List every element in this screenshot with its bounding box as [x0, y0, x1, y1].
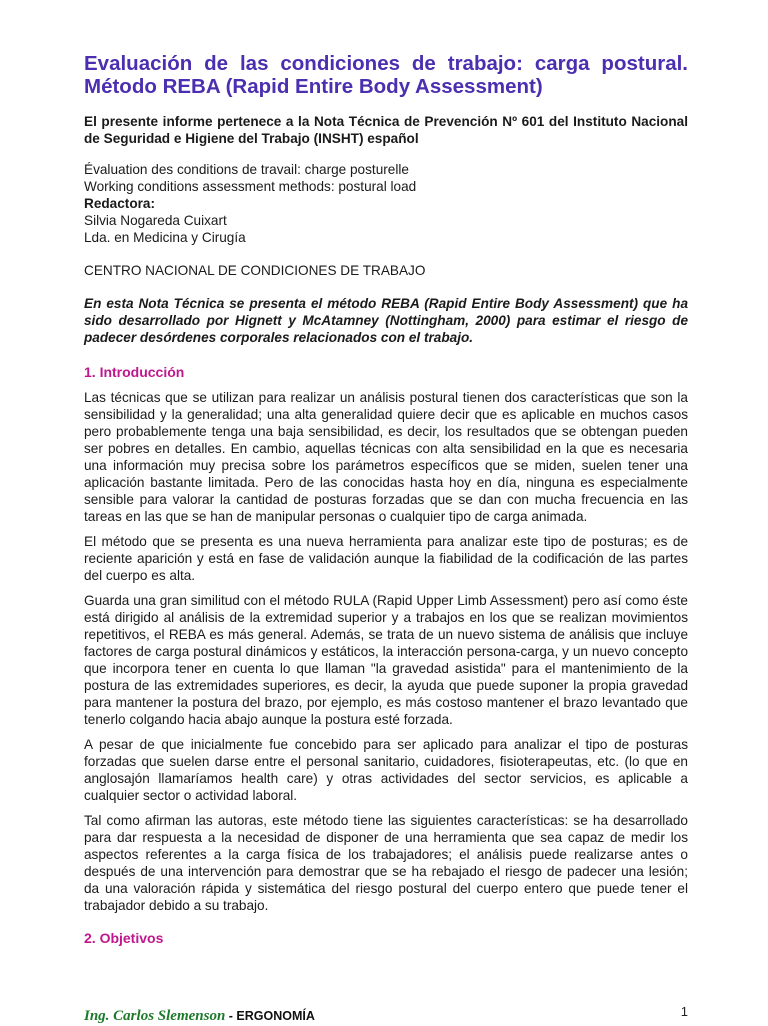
title-line-1: Evaluación de las condiciones de trabajo: carga postural. [84, 52, 688, 75]
metadata-block [84, 161, 688, 246]
author-degree: Lda. en Medicina y Cirugía [84, 230, 246, 245]
paragraph: Tal como afirman las autoras, este método tiene las siguientes características: se ha desarrollado para dar respuesta a la necesidad de disponer de una herramienta que sea capaz de medir los aspectos referentes a la carga física de los trabajadores; el análisis puede realizarse antes o después de una intervención para demostrar que se ha rebajado el riesgo de padecer una lesión; da una valoración rápida y sistemática del riesgo postural del cuerpo entero que puede tener el trabajador debido a su trabajo. [84, 813, 688, 913]
paragraph: Guarda una gran similitud con el método RULA (Rapid Upper Limb Assessment) pero así como éste está dirigido al análisis de la extremidad superior y a trabajos en los que se realizan movimientos repetitivos, el REBA es más general. Además, se trata de un nuevo sistema de análisis que incluye factores de carga postural dinámicos y estáticos, la interacción persona-carga, y un nuevo concepto que incorpora tener en cuenta lo que llaman "la gravedad asistida" para el mantenimiento de la postura de las extremidades superiores, es decir, la ayuda que puede suponer la propia gravedad para mantener la postura del brazo, por ejemplo, es más costoso mantener el brazo levantado que tenerlo colgando hacia abajo aunque la postura esté forzada. [84, 593, 688, 727]
abstract: En esta Nota Técnica se presenta el método REBA (Rapid Entire Body Assessment) que ha sido desarrollado por Hignett y McAtamney (Nottingham, 2000) para estimar el riesgo de padecer desórdenes corporales relacionados con el trabajo. [84, 296, 688, 345]
paragraph: El método que se presenta es una nueva herramienta para analizar este tipo de posturas; es de reciente aparición y está en fase de validación aunque la fiabilidad de la codificación de las partes del cuerpo es alta. [84, 534, 688, 583]
paragraph: Las técnicas que se utilizan para realizar un análisis postural tienen dos características que son la sensibilidad y la generalidad; una alta generalidad quiere decir que es aplicable en muchos casos pero probablemente tenga una baja sensibilidad, es decir, los resultados que se obtengan pueden ser pobres en detalles. En cambio, aquellas técnicas con alta sensibilidad en la que es necesaria una información muy precisa sobre los parámetros específicos que se miden, suelen tener una aplicación bastante limitada. Pero de las conocidas hasta hoy en día, ninguna es especialmente sensible para valorar la cantidad de posturas forzadas que se dan con mucha frecuencia en las tareas en las que se han de manipular personas o cualquier tipo de carga animada. [84, 390, 688, 524]
section-heading-objetivos: 2. Objetivos [84, 930, 164, 946]
footer-area: ERGONOMÍA [236, 1009, 315, 1023]
document-title [84, 52, 688, 98]
author-label: Redactora: [84, 196, 156, 211]
footer-author: Ing. Carlos Slemenson [84, 1008, 226, 1024]
section-heading-introduccion: 1. Introducción [84, 364, 185, 380]
institution-name: CENTRO NACIONAL DE CONDICIONES DE TRABAJO [84, 263, 426, 278]
title-line-2: Método REBA (Rapid Entire Body Assessment) [84, 75, 543, 98]
page-footer [84, 1006, 688, 1026]
author-name: Silvia Nogareda Cuixart [84, 213, 227, 228]
intro-statement: El presente informe pertenece a la Nota Técnica de Prevención Nº 601 del Instituto Nacional de Seguridad e Higiene del Trabajo (INSHT) español [84, 114, 688, 146]
paragraph: A pesar de que inicialmente fue concebido para ser aplicado para analizar el tipo de posturas forzadas que suelen darse entre el personal sanitario, cuidadores, fisioterapeutas, etc. (lo que en anglosajón llamaríamos health care) y otras actividades del sector servicios, es aplicable a cualquier sector o actividad laboral. [84, 737, 688, 803]
document-page [84, 52, 688, 955]
english-title: Working conditions assessment methods: postural load [84, 179, 417, 194]
footer-separator: - [225, 1009, 237, 1023]
footer-author-line [84, 1008, 315, 1025]
page-number: 1 [680, 1004, 688, 1019]
french-title: Évaluation des conditions de travail: charge posturelle [84, 162, 409, 177]
